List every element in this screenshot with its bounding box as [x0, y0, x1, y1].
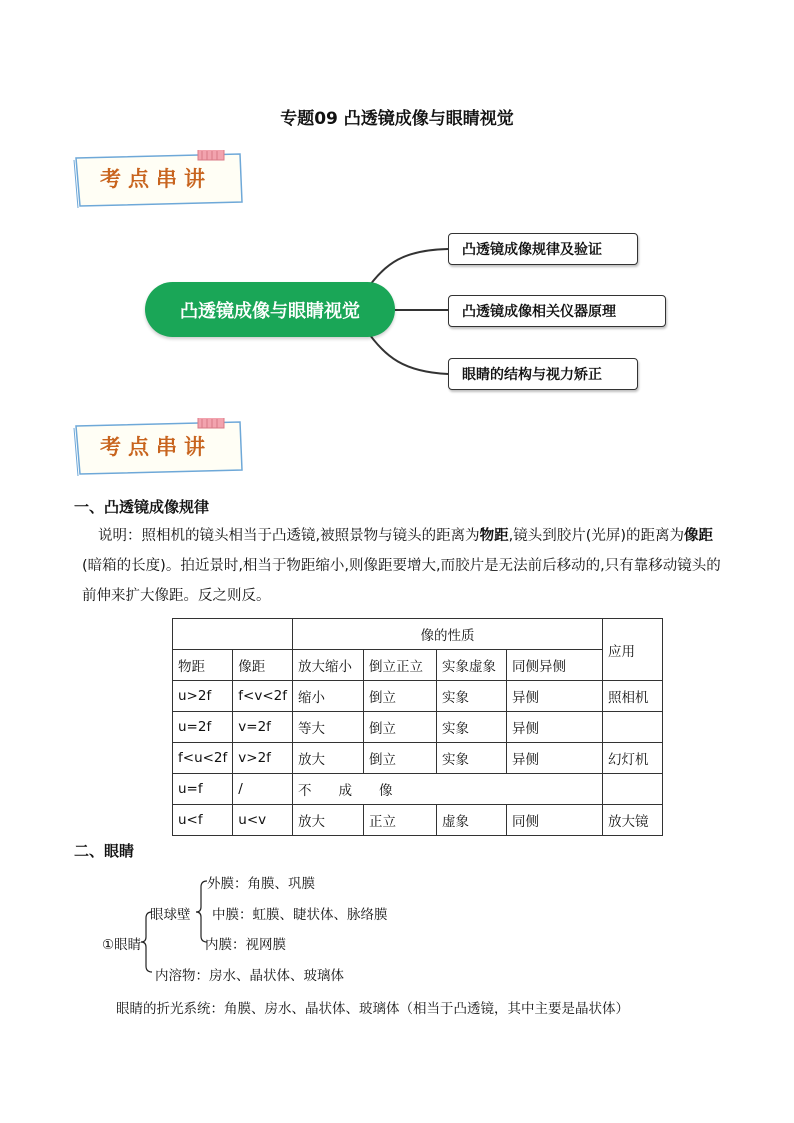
refraction-system-text: 眼睛的折光系统：角膜、房水、晶状体、玻璃体（相当于凸透镜，其中主要是晶状体） — [116, 1001, 629, 1017]
table-header-cell: 实象虚象 — [437, 650, 507, 681]
table-header-cell: 物距 — [173, 650, 233, 681]
table-cell-no-image: 不 成 像 — [293, 774, 603, 805]
mindmap-branch-3: 眼睛的结构与视力矫正 — [448, 358, 638, 390]
table-cell: u=f — [173, 774, 233, 805]
table-cell: u>2f — [173, 681, 233, 712]
table-cell: 正立 — [364, 805, 437, 836]
table-header-cell: 倒立正立 — [364, 650, 437, 681]
table-cell: 倒立 — [364, 681, 437, 712]
table-cell: f<u<2f — [173, 743, 233, 774]
table-cell: 实象 — [437, 743, 507, 774]
table-cell: 等大 — [293, 712, 364, 743]
table-cell: 倒立 — [364, 712, 437, 743]
table-cell: 虚象 — [437, 805, 507, 836]
term-object-distance: 物距 — [479, 528, 509, 544]
section-heading-1: 一、凸透镜成像规律 — [74, 498, 210, 516]
table-cell: 放大 — [293, 805, 364, 836]
table-cell: 幻灯机 — [603, 743, 663, 774]
contents-label: 内溶物：房水、晶状体、玻璃体 — [155, 968, 344, 984]
eye-root-label: ①眼睛 — [102, 937, 142, 953]
table-cell: 异侧 — [507, 743, 603, 774]
mindmap-branch-1: 凸透镜成像规律及验证 — [448, 233, 638, 265]
table-header-cell: 像距 — [233, 650, 293, 681]
table-cell: u<v — [233, 805, 293, 836]
banner-label: 考点串讲 — [100, 434, 212, 459]
table-cell: 倒立 — [364, 743, 437, 774]
table-cell: 放大 — [293, 743, 364, 774]
table-cell: 缩小 — [293, 681, 364, 712]
table-cell: u<f — [173, 805, 233, 836]
mindmap-branch-2: 凸透镜成像相关仪器原理 — [448, 295, 666, 327]
table-cell: 放大镜 — [603, 805, 663, 836]
table-cell: 照相机 — [603, 681, 663, 712]
paragraph-text-1: 说明：照相机的镜头相当于凸透镜,被照景物与镜头的距离为 — [98, 528, 480, 544]
paragraph-text-2: ,镜头到胶片(光屏)的距离为 — [508, 528, 685, 544]
table-header-cell: 放大缩小 — [293, 650, 364, 681]
table-cell: 异侧 — [507, 681, 603, 712]
table-cell: 同侧 — [507, 805, 603, 836]
table-cell: f<v<2f — [233, 681, 293, 712]
middle-membrane-label: 中膜：虹膜、睫状体、脉络膜 — [212, 907, 388, 923]
table-cell: 异侧 — [507, 712, 603, 743]
table-cell: v>2f — [233, 743, 293, 774]
table-cell: v=2f — [233, 712, 293, 743]
section-heading-2: 二、眼睛 — [74, 842, 135, 860]
inner-membrane-label: 内膜：视网膜 — [205, 937, 286, 953]
table-cell: u=2f — [173, 712, 233, 743]
outer-membrane-label: 外膜：角膜、巩膜 — [207, 876, 315, 892]
table-cell: / — [233, 774, 293, 805]
paragraph-text-3: (暗箱的长度)。拍近景时,相当于物距缩小,则像距要增大,而胶片是无法前后移动的,只有靠移动镜头的前伸来扩大像距。反之则反。 — [82, 558, 721, 604]
term-image-distance: 像距 — [684, 528, 714, 544]
banner-label: 考点串讲 — [100, 166, 212, 191]
table-cell: 实象 — [437, 681, 507, 712]
table-header-cell: 同侧异侧 — [507, 650, 603, 681]
page-title: 专题09 凸透镜成像与眼睛视觉 — [280, 109, 514, 129]
table-group-header: 像的性质 — [293, 619, 603, 650]
table-app-header: 应用 — [603, 619, 663, 681]
mindmap-center-node: 凸透镜成像与眼睛视觉 — [145, 282, 395, 337]
table-cell: 实象 — [437, 712, 507, 743]
eyeball-wall-label: 眼球壁 — [150, 907, 191, 923]
